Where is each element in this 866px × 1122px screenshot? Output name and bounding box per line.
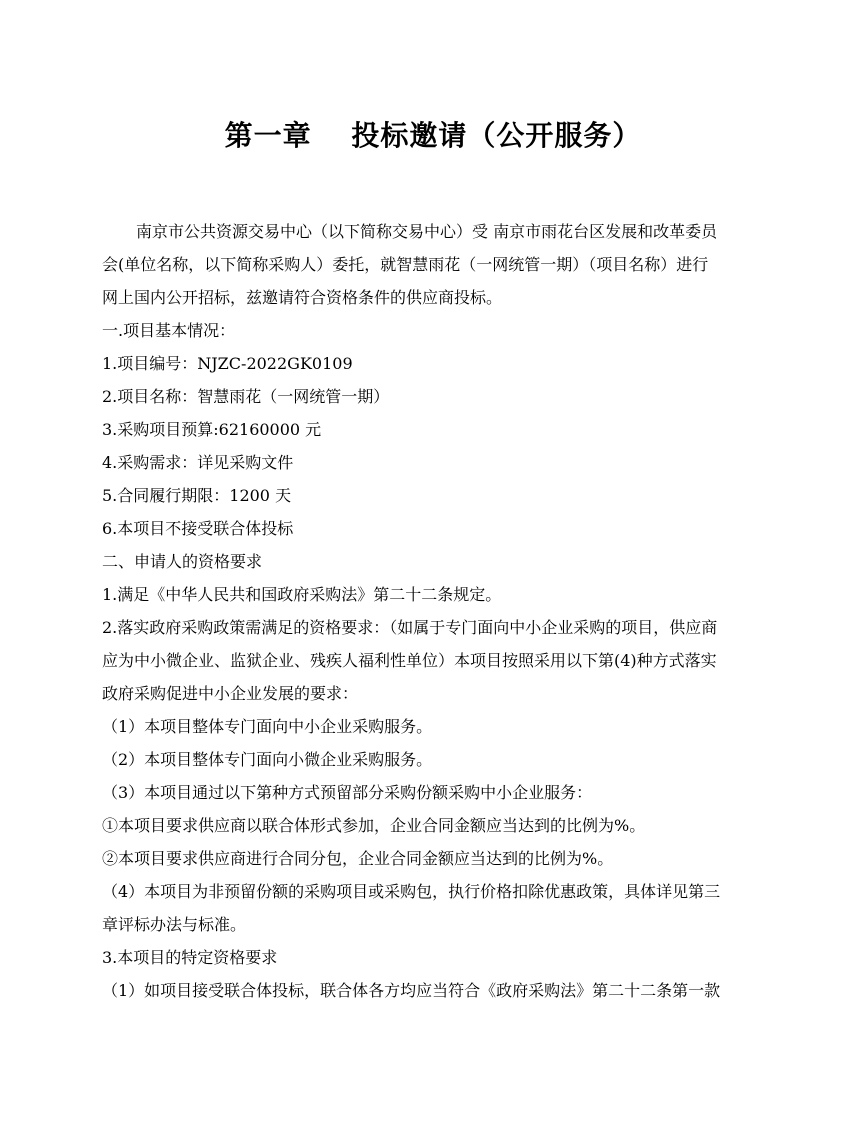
section-heading-project-info: 一.项目基本情况： <box>102 321 236 340</box>
contract-period: 5.合同履行期限：1200 天 <box>102 486 292 505</box>
qualification-1: 1.满足《中华人民共和国政府采购法》第二十二条规定。 <box>102 585 502 604</box>
consortium-policy: 6.本项目不接受联合体投标 <box>102 519 294 538</box>
qualification-2-line-2: 应为中小微企业、监狱企业、残疾人福利性单位）本项目按照采用以下第(4)种方式落实 <box>102 651 717 670</box>
method-4-line-1: （4）本项目为非预留份额的采购项目或采购包，执行价格扣除优惠政策，具体详见第三 <box>102 882 721 901</box>
section-heading-qualifications: 二、申请人的资格要求 <box>102 552 263 571</box>
specific-qualification-heading: 3.本项目的特定资格要求 <box>102 948 278 967</box>
chapter-title: 第一章 投标邀请（公开服务） <box>224 119 642 152</box>
qualification-2-line-3: 政府采购促进中小企业发展的要求： <box>102 684 359 703</box>
method-3: （3）本项目通过以下第种方式预留部分采购份额采购中小企业服务： <box>102 783 593 802</box>
method-4-line-2: 章评标办法与标准。 <box>102 915 247 934</box>
intro-line-1: 南京市公共资源交易中心（以下简称交易中心）受 南京市雨花台区发展和改革委员 <box>136 222 718 241</box>
method-1: （1）本项目整体专门面向中小企业采购服务。 <box>102 717 433 736</box>
method-3-option-2: ②本项目要求供应商进行合同分包，企业合同金额应当达到的比例为%。 <box>102 849 614 868</box>
method-3-option-1: ①本项目要求供应商以联合体形式参加，企业合同金额应当达到的比例为%。 <box>102 816 646 835</box>
specific-qualification-1: （1）如项目接受联合体投标，联合体各方均应当符合《政府采购法》第二十二条第一款 <box>102 981 721 1000</box>
procurement-needs: 4.采购需求：详见采购文件 <box>102 453 294 472</box>
project-number: 1.项目编号：NJZC-2022GK0109 <box>102 354 353 373</box>
project-name: 2.项目名称：智慧雨花（一网统管一期） <box>102 387 390 406</box>
qualification-2-line-1: 2.落实政府采购政策需满足的资格要求：（如属于专门面向中小企业采购的项目，供应商 <box>102 618 718 637</box>
intro-line-3: 网上国内公开招标，兹邀请符合资格条件的供应商投标。 <box>102 288 503 307</box>
method-2: （2）本项目整体专门面向小微企业采购服务。 <box>102 750 433 769</box>
document-body <box>102 215 766 1007</box>
intro-line-2: 会(单位名称，以下简称采购人）委托，就智慧雨花（一网统管一期）（项目名称）进行 <box>102 255 709 274</box>
project-budget: 3.采购项目预算:62160000 元 <box>102 420 322 439</box>
